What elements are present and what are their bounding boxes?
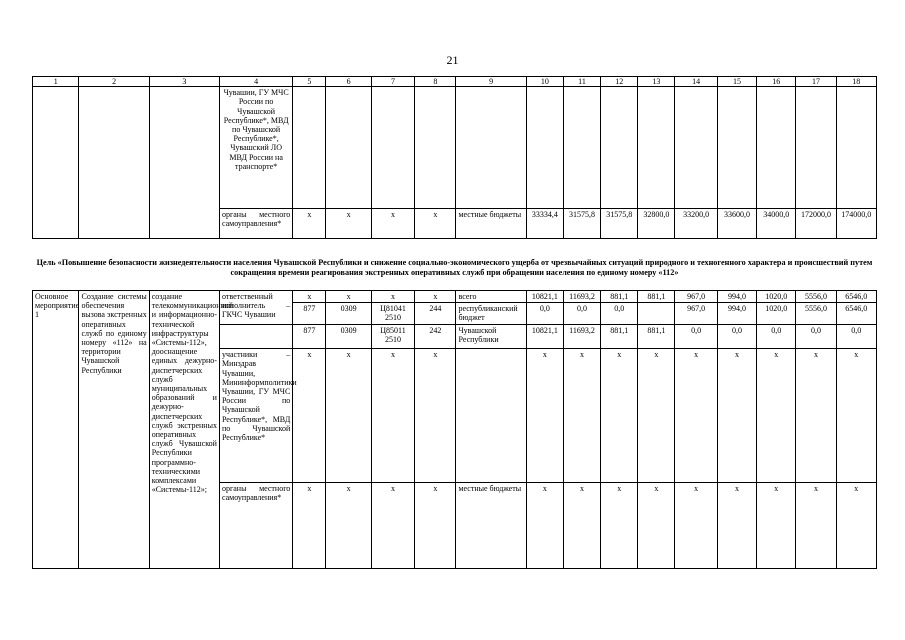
header-cell: 13 <box>638 77 675 87</box>
table-cell: х <box>415 483 456 569</box>
header-cell: 10 <box>526 77 563 87</box>
header-cell: 7 <box>371 77 414 87</box>
table-cell: х <box>293 349 326 483</box>
table-cell: 0,0 <box>675 325 717 349</box>
table-cell: республиканский бюджет <box>456 303 526 325</box>
table-cell: 881,1 <box>601 325 638 349</box>
table-cell: х <box>796 483 836 569</box>
header-cell: 18 <box>836 77 876 87</box>
table-cell: 11693,2 <box>563 291 600 303</box>
table-cell: х <box>675 349 717 483</box>
table-cell: местные бюджеты <box>456 483 526 569</box>
event-name-cell: Основное мероприятие 1 <box>33 291 79 569</box>
table-cell: Чувашской Республики <box>456 325 526 349</box>
goal-heading: Цель «Повышение безопасности жизнедеятельности населения Чувашской Республики и снижение социально-экономического ущерба от чрезвычайных ситуаций природного и техногенного характера и происшествий путем сокращения времени реагирования экстренных оперативных служб при обращении населения по единому номеру «112» <box>36 258 873 277</box>
table-cell: 242 <box>415 325 456 349</box>
budget-table-event <box>32 290 877 569</box>
table-cell: 31575,8 <box>563 209 600 239</box>
header-cell: 15 <box>717 77 756 87</box>
table-cell: х <box>717 349 756 483</box>
table-cell: 881,1 <box>638 325 675 349</box>
table-cell: х <box>638 483 675 569</box>
table-cell: х <box>371 349 414 483</box>
table-cell: х <box>293 209 326 239</box>
table-cell: х <box>757 349 796 483</box>
header-cell: 3 <box>149 77 219 87</box>
table-cell: Ц85011 2510 <box>371 325 414 349</box>
local-authorities-cell: органы местного самоуправления* <box>219 483 292 569</box>
table-cell: 5556,0 <box>796 291 836 303</box>
table-cell: х <box>526 483 563 569</box>
table-cell: х <box>563 483 600 569</box>
table-cell: 10821,1 <box>526 325 563 349</box>
table-cell: х <box>796 349 836 483</box>
header-cell: 5 <box>293 77 326 87</box>
table-cell: 31575,8 <box>601 209 638 239</box>
table-cell: 34000,0 <box>757 209 796 239</box>
table-cell: х <box>836 349 876 483</box>
table-cell: всего <box>456 291 526 303</box>
table-cell: 33200,0 <box>675 209 717 239</box>
header-cell: 16 <box>757 77 796 87</box>
table-cell: х <box>717 483 756 569</box>
table-cell: х <box>326 291 371 303</box>
table-cell: 32800,0 <box>638 209 675 239</box>
budget-table-top <box>32 76 877 239</box>
table-cell: Ц81041 2510 <box>371 303 414 325</box>
participants-cell: участники – Минздрав Чувашии, Мининформполитики Чувашии, ГУ МЧС России по Чувашской Республике*, МВД по Чувашской Республике* <box>219 349 292 483</box>
table-cell: 0309 <box>326 325 371 349</box>
header-cell: 2 <box>79 77 149 87</box>
table-cell: 994,0 <box>717 303 756 325</box>
performer-cell: Чувашии, ГУ МЧС России по Чувашской Республике*, МВД по Чувашской Республике*, Чувашский ЛО МВД России на транспорте* <box>219 87 292 209</box>
table-cell: местные бюджеты <box>456 209 526 239</box>
table-cell: х <box>675 483 717 569</box>
header-cell: 1 <box>33 77 79 87</box>
table-cell: 0,0 <box>717 325 756 349</box>
table-cell: 0,0 <box>796 325 836 349</box>
table-cell <box>638 303 675 325</box>
header-cell: 14 <box>675 77 717 87</box>
table-cell: 174000,0 <box>836 209 876 239</box>
table-cell: х <box>326 483 371 569</box>
table-cell: 5556,0 <box>796 303 836 325</box>
table-cell: х <box>415 209 456 239</box>
table-cell: 11693,2 <box>563 325 600 349</box>
table-cell: х <box>371 483 414 569</box>
table-cell: 244 <box>415 303 456 325</box>
table-cell: х <box>371 209 414 239</box>
performer-cell: органы местного самоуправления* <box>219 209 292 239</box>
table-cell: 0,0 <box>836 325 876 349</box>
event-measures-cell: создание телекоммуникационной и информационно-технической инфраструктуры «Системы-112», дооснащение единых дежурно-диспетчерских служб муниципальных образований и дежурно-диспетчерских служб экстренных оперативных служб Чувашской Республики программно-техническими комплексами «Системы-112»; <box>149 291 219 569</box>
table-cell: 1020,0 <box>757 303 796 325</box>
table-cell: 0,0 <box>757 325 796 349</box>
responsible-cell: ответственный исполнитель – ГКЧС Чувашии <box>219 291 292 325</box>
header-cell: 9 <box>456 77 526 87</box>
header-cell: 8 <box>415 77 456 87</box>
table-cell: 881,1 <box>601 291 638 303</box>
table-cell: 877 <box>293 303 326 325</box>
header-cell: 4 <box>219 77 292 87</box>
table-cell: 6546,0 <box>836 291 876 303</box>
header-row <box>33 77 877 87</box>
table-cell: 33334,4 <box>526 209 563 239</box>
table-cell: х <box>326 209 371 239</box>
table-cell: х <box>293 483 326 569</box>
table-cell: 967,0 <box>675 291 717 303</box>
table-cell: 0,0 <box>526 303 563 325</box>
table-cell: 0,0 <box>601 303 638 325</box>
table-cell: х <box>415 291 456 303</box>
table-cell: х <box>415 349 456 483</box>
header-cell: 6 <box>326 77 371 87</box>
table-cell: х <box>371 291 414 303</box>
table-cell: 881,1 <box>638 291 675 303</box>
table-cell: 172000,0 <box>796 209 836 239</box>
table-cell: 6546,0 <box>836 303 876 325</box>
table-cell: 967,0 <box>675 303 717 325</box>
event-description-cell: Создание системы обеспечения вызова экстренных оперативных служб по единому номеру «112» на территории Чувашской Республики <box>79 291 149 569</box>
header-cell: 17 <box>796 77 836 87</box>
table-cell: х <box>563 349 600 483</box>
table-cell: х <box>293 291 326 303</box>
header-cell: 11 <box>563 77 600 87</box>
table-cell: 877 <box>293 325 326 349</box>
table-cell: 33600,0 <box>717 209 756 239</box>
table-cell: 994,0 <box>717 291 756 303</box>
table-cell: х <box>601 349 638 483</box>
table-cell <box>456 349 526 483</box>
table-cell: х <box>526 349 563 483</box>
table-cell: х <box>836 483 876 569</box>
table-cell: 0,0 <box>563 303 600 325</box>
table-cell: х <box>601 483 638 569</box>
table-row <box>33 291 877 303</box>
page-number: 21 <box>446 53 459 67</box>
table-cell: 1020,0 <box>757 291 796 303</box>
table-row <box>33 87 877 209</box>
responsible-cont-cell <box>219 325 292 349</box>
table-cell: х <box>757 483 796 569</box>
header-cell: 12 <box>601 77 638 87</box>
table-cell: х <box>638 349 675 483</box>
table-cell: 0309 <box>326 303 371 325</box>
table-cell: х <box>326 349 371 483</box>
table-cell: 10821,1 <box>526 291 563 303</box>
